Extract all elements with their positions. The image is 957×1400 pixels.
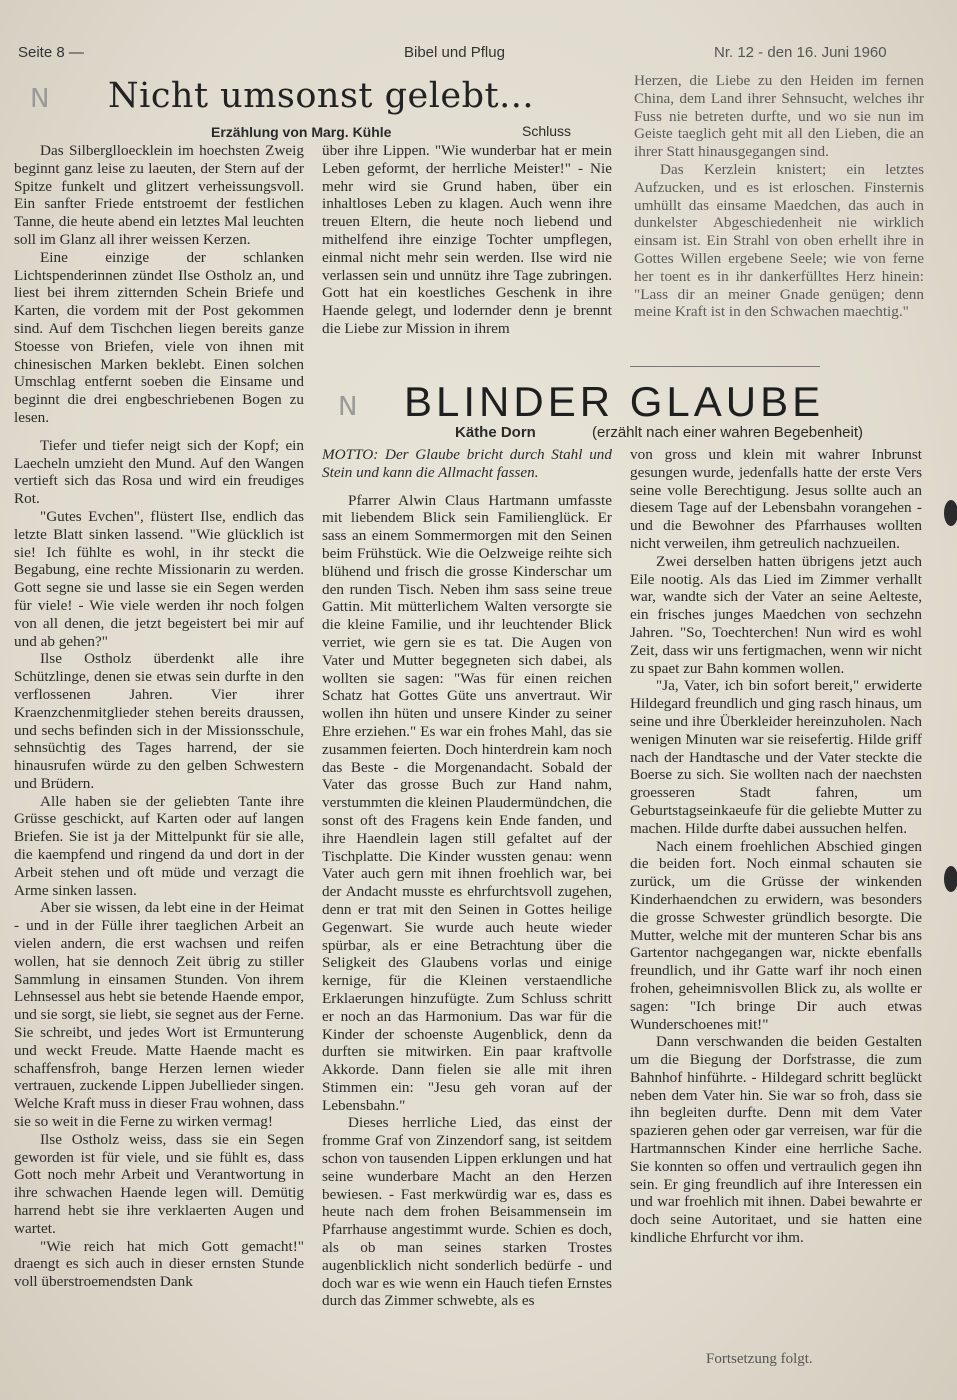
paragraph: Ilse Ostholz überdenkt alle ihre Schützlinge, denen sie etwas sein durfte in den verflossenen Jahren. Vier ihrer Kraenzchenmitglieder stehen bereits draussen, und sechs befinden sich in der Missionsschule, sehnsüchtig des Tages harrend, der sie hinausrufen würde zu den gelben Schwestern und Brüdern. bbox=[14, 650, 304, 792]
story2-title: BLINDER GLAUBE bbox=[404, 378, 825, 425]
paragraph: Tiefer und tiefer neigt sich der Kopf; ein Laecheln umzieht den Mund. Auf den Wangen vertieft sich das Rosa und wird ein freudiges Rot. bbox=[14, 436, 304, 508]
paragraph: über ihre Lippen. "Wie wunderbar hat er mein Leben geformt, der herrliche Meister!" - Nie mehr wird sie Grund haben, über ein inhaltloses Leben zu klagen. Auch wenn ihre treuen Eltern, die heute noch liebend und mithelfend ihre einzige Tochter umpflegen, einmal nicht mehr sein werden. Ilse wird nie verlassen sein und unnütz ihre Tage zubringen. Gott hat ein koestliches Geschenk in ihre Haende gelegt, und lodernder denn je brennt die Liebe zur Mission in ihrem bbox=[322, 142, 612, 337]
paragraph: Eine einzige der schlanken Lichtspenderinnen zündet Ilse Ostholz an, und liest bei ihrem zitternden Schein Briefe und Karten, die vordem mit der Post gekommen sind. Auf dem Tischchen liegen bereits ganze Stoesse von Briefen, viele von ihnen mit chinesischen Marken beklebt. Einen solchen Umschlag entfernt soeben die Einsame und beginnt die drei engbeschriebenen Bogen zu lesen. bbox=[14, 248, 304, 426]
paragraph: Das Silberglloecklein im hoechsten Zweig beginnt ganz leise zu laeuten, der Stern auf der Spitze funkelt und glitzert verheissungsvoll. Ein sanfter Friede entstroemt der festlichen Tanne, die heute abend ein letztes Mal leuchten soll im Glanz all ihrer weissen Kerzen. bbox=[14, 142, 304, 248]
paragraph: Pfarrer Alwin Claus Hartmann umfasste mit liebendem Blick sein Familienglück. Er sass an einem Sommermorgen mit den Seinen beim Frühstück. Wie die Oelzweige reihte sich blühend und frisch die grosse Kinderschar um den runden Tisch. Neben ihm sass seine treue Gattin. Mit mütterlichem Walten versorgte sie die kleine Familie, und ihr leuchtender Blick verriet, wie gern sie es tat. Die Augen von Vater und Mutter begegneten sich dabei, als wollten sie sagen: "Was für einen reichen Schatz hat Gottes Güte uns anvertraut. Wir wollen ihn hüten und unsere Kinder zu seiner Ehre erziehen." Es war ein frohes Mahl, das sie zusammen feierten. Doch hinterdrein kam noch das Beste - die Morgenandacht. Sobald der Vater das grosse Buch zur Hand nahm, verstummten die kleinen Plaudermündchen, die sonst oft des Fragens kein Ende fanden, und ihre Haendlein lagen still gefaltet auf der Tischplatte. Die Kinder wussten genau: wenn Vater auch gern mit ihnen froehlich war, bei der Andacht musste es ehrfurchtsvoll zugehen, denn er trat mit den Seinen in Gottes heilige Gegenwart. Sie wurde auch heute wieder spürbar, als er eine Betrachtung über die Seligkeit des Glaubens vorlas und einige kernige, für die Kleinen verstaendliche Erklaerungen hinzufügte. Zum Schluss schritt er noch an das Harmonium. Das war für die Kinder der schoenste Augenblick, denn da durften sie mitwirken. Ein paar kraftvolle Akkorde. Dann fielen sie alle mit ihren Stimmen ein: "Jesu geh voran auf der Lebensbahn." bbox=[322, 491, 612, 1114]
paragraph: "Gutes Evchen", flüstert Ilse, endlich das letzte Blatt sinken lassend. "Wie glücklich ist sie! Ich fühlte es wohl, in ihr steckt die Begabung, eine rechte Missionarin zu werden. Gott segne sie und lasse sie ein Segen werden für viele! - Wie viele werden ihr noch folgen von all denen, die jetzt begeistert bei mir auf und ab gehen?" bbox=[14, 507, 304, 650]
issue-date: Nr. 12 - den 16. Juni 1960 bbox=[714, 44, 887, 61]
paragraph: Das Kerzlein knistert; ein letztes Aufzucken, und es ist erloschen. Finsternis umhüllt das einsame Maedchen, das auch in dunkelster Abgeschiedenheit nie wirklich einsam ist. Ein Strahl von oben erhellt ihre in Gottes Willen ergebene Seele; wie von ferne her toent es in ihr dankerfülltes Herz hinein: "Lass dir an meiner Gnade genügen; denn meine Kraft ist in den Schwachen maechtig." bbox=[634, 160, 924, 321]
continuation-note: Fortsetzung folgt. bbox=[706, 1351, 813, 1367]
paragraph: Zwei derselben hatten übrigens jetzt auch Eile nootig. Als das Lied im Zimmer verhallt war, wandte sich der Vater an seine Aelteste, ein frisches junges Maedchen von sechzehn Jahren. "So, Toechterchen! Nun wird es wohl Zeit, dass wir uns fertigmachen, wenn wir nicht zu spaet zur Bahn kommen wollen. bbox=[630, 552, 922, 677]
motto: MOTTO: Der Glaube bricht durch Stahl und Stein und kann die Allmacht fassen. bbox=[322, 446, 612, 481]
pencil-mark-icon: N bbox=[338, 392, 358, 422]
page-number: Seite 8 — bbox=[18, 44, 84, 61]
story1-column-1 bbox=[14, 142, 304, 1291]
story1-column-3 bbox=[634, 72, 924, 321]
story2-column-1 bbox=[322, 446, 612, 1310]
paragraph: von gross und klein mit wahrer Inbrunst gesungen wurde, jedenfalls hatte der erste Vers seine volle Berechtigung. Jesus sollte auch an diesem Tage auf der Lebensbahn vorangehen - und die Bewohner des Pfarrhauses wollten nicht verweilen, ihm getreulich nachzueilen. bbox=[630, 446, 922, 552]
story2-subtitle: (erzählt nach einer wahren Begebenheit) bbox=[592, 424, 864, 441]
part-label: Schluss bbox=[522, 123, 572, 139]
story2-author: Käthe Dorn bbox=[455, 424, 536, 441]
paragraph: "Wie reich hat mich Gott gemacht!" draengt es sich auch in dieser ernsten Stunde voll überstroemendsten Dank bbox=[14, 1237, 304, 1291]
story-title: Nicht umsonst gelebt... bbox=[108, 76, 534, 116]
section-divider bbox=[630, 366, 820, 367]
story1-column-2 bbox=[322, 142, 612, 338]
paragraph: Aber sie wissen, da lebt eine in der Heimat - und in der Fülle ihrer taeglichen Arbeit an vielen andern, die erst wachsen und reifen wollen, hat sie dennoch Zeit übrig zu stiller Sammlung in einsamen Stunden. Von ihrem Lehnsessel aus hebt sie betende Haende empor, und sie sorgt, sie liebt, sie segnet aus der Ferne. Sie schreibt, und jedes Wort ist Ermunterung und weckt Freude. Matte Haende macht es schaffensfroh, bange Herzen lernen wieder vertrauen, zuckende Lippen Jubellieder singen. Welche Kraft muss in dieser Frau wohnen, dass sie so weit in die Ferne zu wirken vermag! bbox=[14, 899, 304, 1131]
paragraph: Herzen, die Liebe zu den Heiden im fernen China, dem Land ihrer Sehnsucht, welches ihr Fuss nie betreten durfte, und wo sie nun im Geiste taeglich geht mit all den Lieben, die an ihrer Statt hinausgegangen sind. bbox=[634, 72, 924, 161]
story-byline: Erzählung von Marg. Kühle bbox=[211, 124, 392, 140]
paragraph: Dieses herrliche Lied, das einst der fromme Graf von Zinzendorf sang, ist seitdem schon von tausenden Lippen erklungen und hat seine wunderbare Macht an den Herzen bewiesen. - Fast merkwürdig war es, dass es heute nach dem frohen Beisammensein im Pfarrhause angestimmt wurde. Schien es doch, als ob man seines starken Trostes augenblicklich nicht sonderlich bedürfe - und doch war es wie wenn ein Hauch tiefen Ernstes durch das Zimmer schwebte, als es bbox=[322, 1114, 612, 1310]
paragraph: Nach einem froehlichen Abschied gingen die beiden fort. Noch einmal schauten sie zurück, um die Grüsse der winkenden Kinderhaendchen zu erwidern, was besonders die grosse Schwester gründlich besorgte. Die Mutter, welche mit der munteren Schar bis ans Gartentor nachgegangen war, nickte ebenfalls freundlich, und ihr Gatte warf ihr noch einen frohen, geheimnisvollen Blick zu, als wollte er sagen: "Ich bringe Dir auch etwas Wunderschoenes mit!" bbox=[630, 837, 922, 1033]
paragraph: Ilse Ostholz weiss, dass sie ein Segen geworden ist für viele, und sie fühlt es, dass Gott noch mehr Arbeit und Verantwortung in ihre schwachen Haende legen will. Demütig harrend hebt sie ihre verklaerten Augen und wartet. bbox=[14, 1130, 304, 1237]
paragraph: Dann verschwanden die beiden Gestalten um die Biegung der Dorfstrasse, die zum Bahnhof hinführte. - Hildegard schritt beglückt neben dem Vater hin. Sie war so froh, dass sie ihn begleiten durfte. Denn mit dem Vater spazieren gehen oder gar verreisen, war für die Hartmannschen Kinder eine herrliche Sache. Sie konnten so offen und vertraulich gegen ihn sein. Er ging freundlich auf ihre Interessen ein und war froehlich mit ihnen. Dabei bewahrte er doch seine Autoritaet, und sie hatten eine kindliche Ehrfurcht vor ihm. bbox=[630, 1033, 922, 1247]
pencil-mark-icon: N bbox=[30, 84, 50, 114]
binder-hole bbox=[944, 500, 957, 526]
paragraph: Alle haben sie der geliebten Tante ihre Grüsse geschickt, auf Karten oder auf langen Briefen. Sie ist ja der Mittelpunkt für sie alle, die kaempfend und ringend da und dort in der Arbeit stehen und oft müde und verzagt die Arme sinken lassen. bbox=[14, 792, 304, 899]
binder-hole bbox=[944, 866, 957, 892]
story2-column-2 bbox=[630, 446, 922, 1247]
publication-name: Bibel und Pflug bbox=[404, 44, 505, 61]
paragraph: "Ja, Vater, ich bin sofort bereit," erwiderte Hildegard freundlich und ging rasch hinaus, um seine und ihre Überkleider hereinzuholen. Nach wenigen Minuten war sie reisefertig. Hilde griff nach der Handtasche und der Vater steckte die Boerse zu sich. Sie wollten nach der naechsten groesseren Stadt fahren, um Geburtstagseinkaeufe für die geliebte Mutter zu machen. Hilde durfte dabei aussuchen helfen. bbox=[630, 677, 922, 837]
